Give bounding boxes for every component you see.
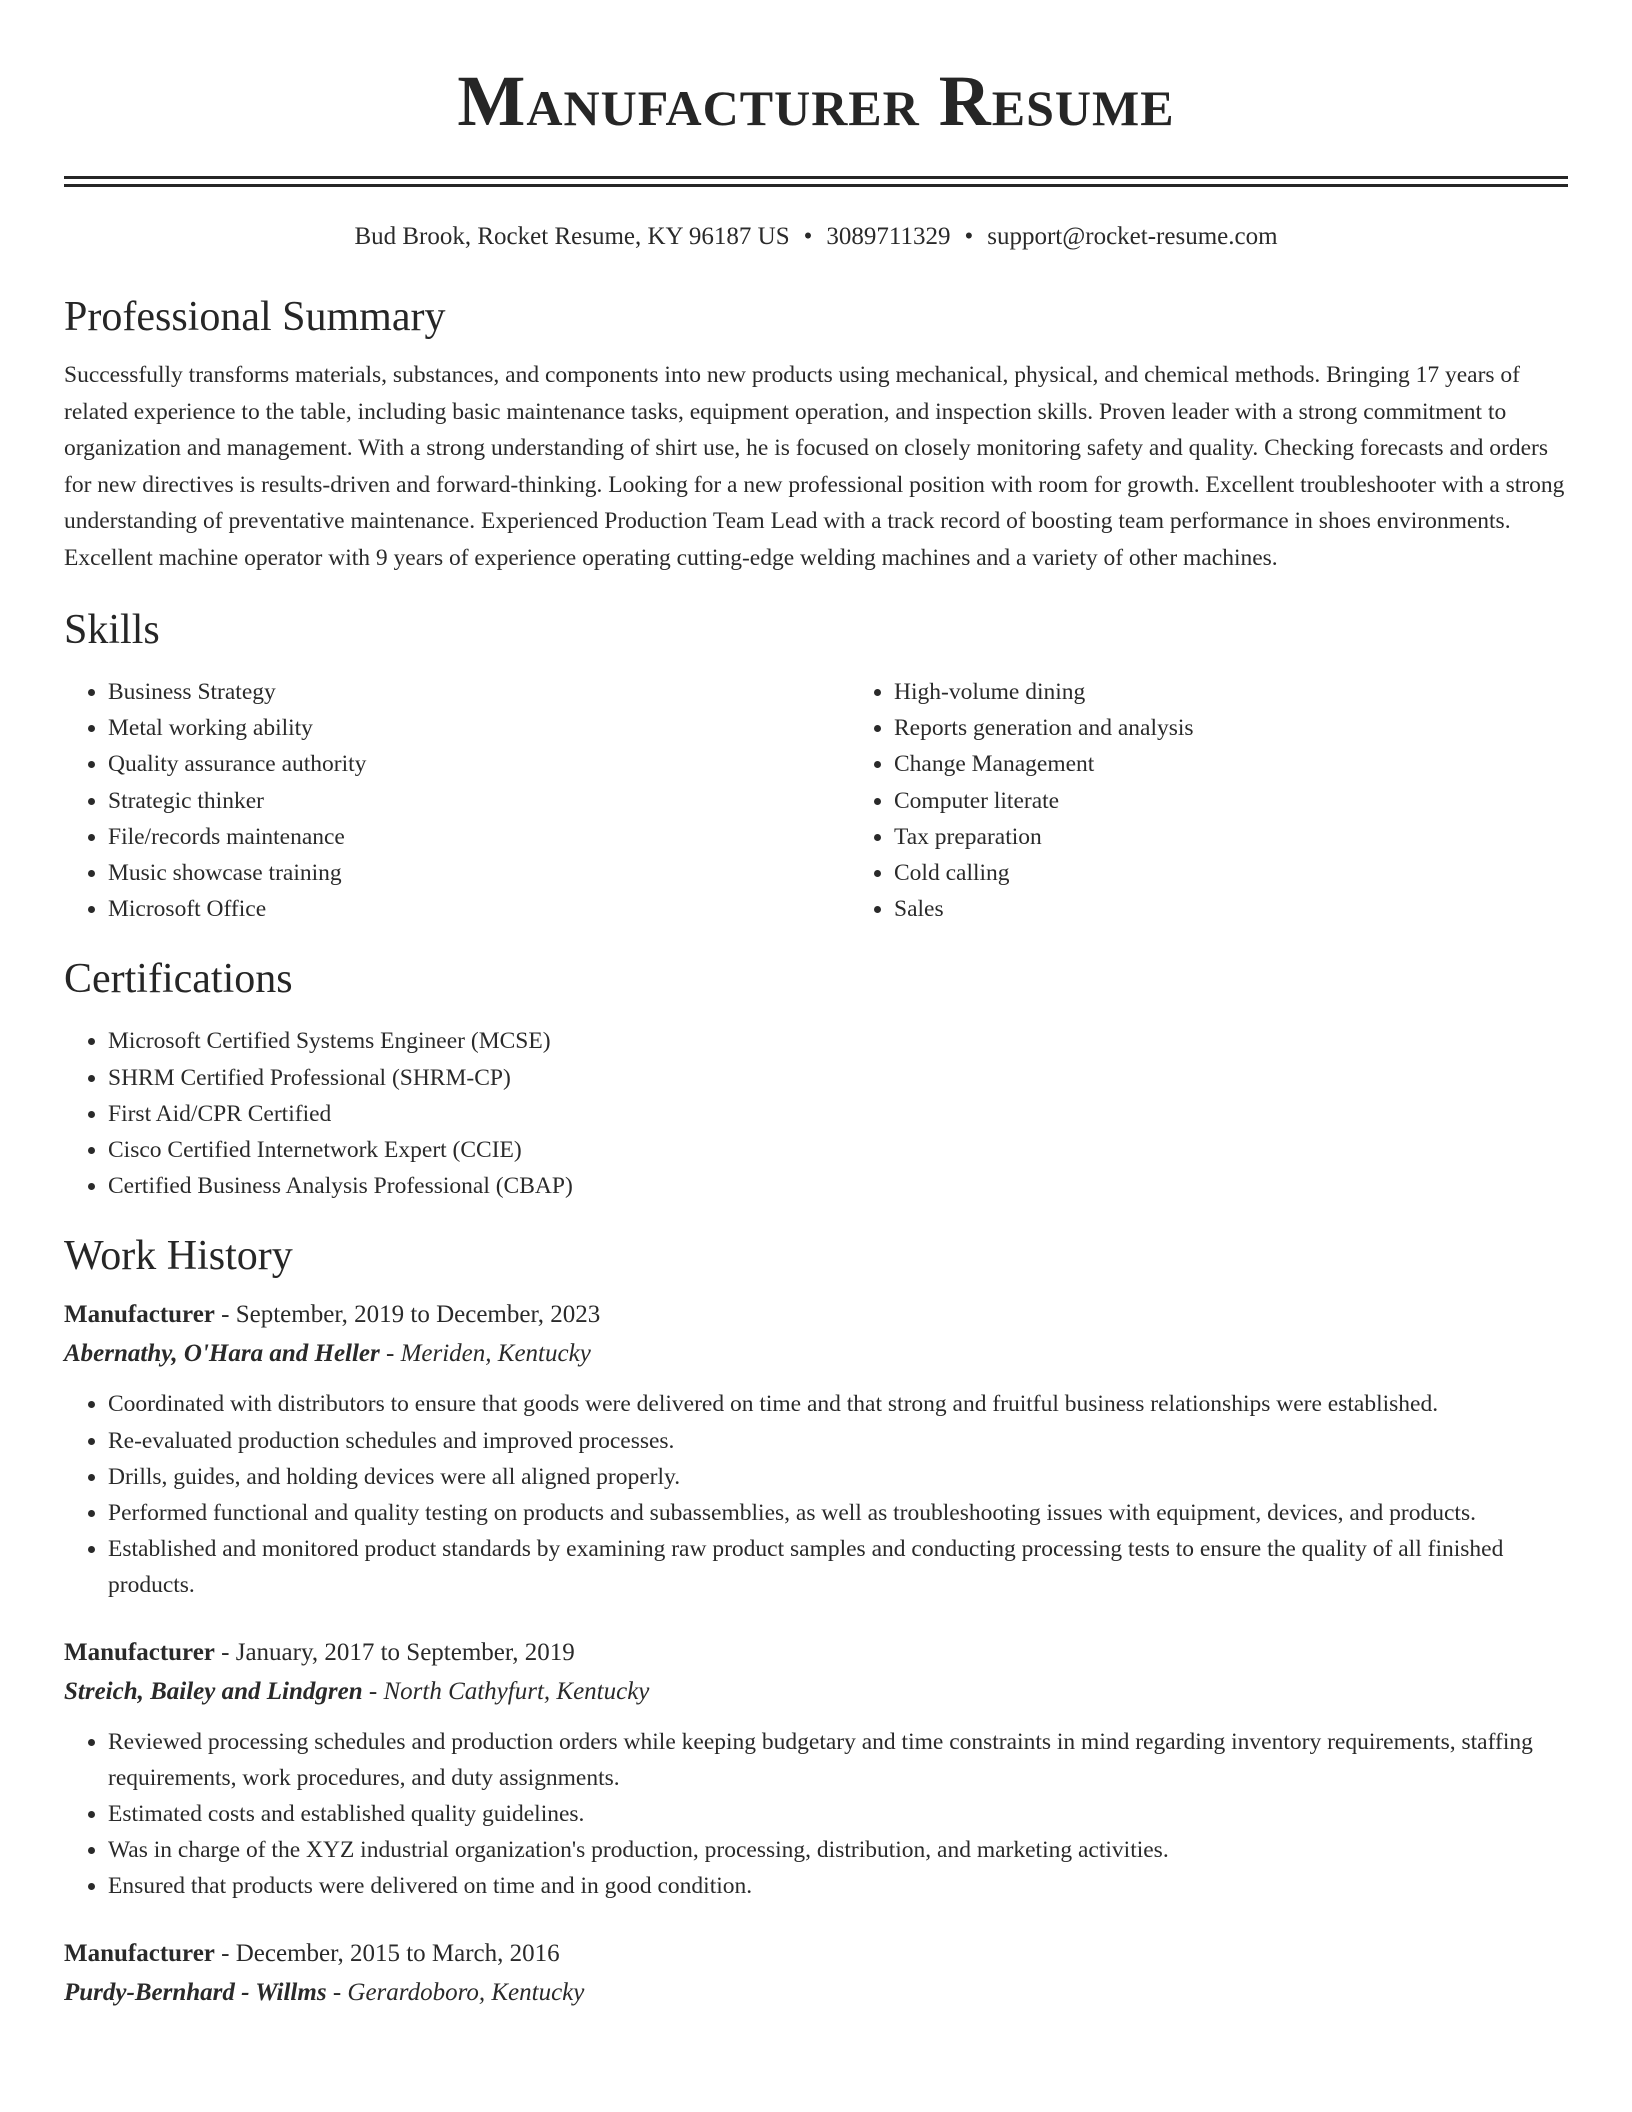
certification-item: • Certified Business Analysis Professional (CBAP): [108, 1168, 1568, 1204]
certification-item: • Cisco Certified Internetwork Expert (CCIE): [108, 1132, 1568, 1168]
job-bullet: • Ensured that products were delivered on time and in good condition.: [108, 1868, 1568, 1904]
job-bullet: • Established and monitored product standards by examining raw product samples and conducting processing tests to ensure the quality of all finished products.: [108, 1531, 1568, 1603]
job-bullet: • Was in charge of the XYZ industrial organization's production, processing, distribution, and marketing activities.: [108, 1832, 1568, 1868]
job-dates: - December, 2015 to March, 2016: [214, 1939, 560, 1967]
skill-item: • Quality assurance authority: [108, 746, 850, 782]
skill-item: • Cold calling: [894, 855, 1632, 891]
skill-item: • Business Strategy: [108, 674, 850, 710]
skill-item: • File/records maintenance: [108, 819, 850, 855]
job-entry: [64, 1935, 1568, 2013]
skill-item: • Change Management: [894, 746, 1632, 782]
title-divider: [64, 176, 1568, 187]
job-title-line: [64, 1634, 1568, 1672]
job-title: Manufacturer: [64, 1301, 215, 1329]
job-company-line: [64, 1672, 1568, 1712]
job-company: Purdy-Bernhard - Willms: [64, 1978, 327, 2006]
certification-item: • Microsoft Certified Systems Engineer (MCSE): [108, 1023, 1568, 1059]
work-history-heading: Work History: [64, 1233, 293, 1280]
skill-item: • Metal working ability: [108, 710, 850, 746]
skills-right-list: [850, 674, 1632, 927]
skill-item: • Microsoft Office: [108, 891, 850, 927]
job-bullets: [64, 1724, 1568, 1905]
job-dates: - September, 2019 to December, 2023: [214, 1301, 601, 1329]
job-company: Streich, Bailey and Lindgren: [64, 1677, 363, 1705]
skill-item: • Tax preparation: [894, 819, 1632, 855]
skill-item: • Computer literate: [894, 783, 1632, 819]
job-bullet: • Re-evaluated production schedules and improved processes.: [108, 1423, 1568, 1459]
contact-address: Bud Brook, Rocket Resume, KY 96187 US: [354, 223, 790, 250]
job-location: - Gerardoboro, Kentucky: [326, 1978, 585, 2006]
job-bullet: • Estimated costs and established quality guidelines.: [108, 1796, 1568, 1832]
certification-item: • First Aid/CPR Certified: [108, 1096, 1568, 1132]
job-dates: - January, 2017 to September, 2019: [214, 1638, 575, 1666]
job-bullet: • Performed functional and quality testing on products and subassemblies, as well as troubleshooting issues with equipment, devices, and products.: [108, 1495, 1568, 1531]
job-bullet: • Drills, guides, and holding devices were all aligned properly.: [108, 1459, 1568, 1495]
job-company: Abernathy, O'Hara and Heller: [64, 1340, 380, 1368]
job-title: Manufacturer: [64, 1939, 215, 1967]
skills-left-list: [64, 674, 850, 927]
job-title: Manufacturer: [64, 1638, 215, 1666]
contact-phone: 3089711329: [826, 223, 951, 250]
job-title-line: [64, 1296, 1568, 1334]
job-entry: [64, 1634, 1568, 1905]
summary-heading: Professional Summary: [64, 294, 446, 340]
job-entry: [64, 1296, 1568, 1603]
contact-separator: •: [964, 223, 974, 250]
certification-item: • SHRM Certified Professional (SHRM-CP): [108, 1060, 1568, 1096]
job-title-line: [64, 1935, 1568, 1973]
page-title: Manufacturer Resume: [457, 61, 1175, 141]
summary-text: Successfully transforms materials, substances, and components into new products using mechanical, physical, and chemical methods. Bringing 17 years of related experience to the table, including basic maintenance tasks, equipment operation, and inspection skills. Proven leader with a strong commitment to organization and management. With a strong understanding of shirt use, he is focused on closely monitoring safety and quality. Checking forecasts and orders for new directives is results-driven and forward-thinking. Looking for a new professional position with room for growth. Excellent troubleshooter with a strong understanding of preventative maintenance. Experienced Production Team Lead with a track record of boosting team performance in shoes environments. Excellent machine operator with 9 years of experience operating cutting-edge welding machines and a variety of other machines.: [64, 362, 1565, 571]
job-bullet: • Reviewed processing schedules and production orders while keeping budgetary and time constraints in mind regarding inventory requirements, staffing requirements, work procedures, and duty assignments.: [108, 1724, 1568, 1796]
skills-columns: [64, 674, 1568, 927]
job-location: - North Cathyfurt, Kentucky: [362, 1677, 650, 1705]
skill-item: • High-volume dining: [894, 674, 1632, 710]
job-company-line: [64, 1973, 1568, 2013]
skill-item: • Strategic thinker: [108, 783, 850, 819]
certifications-list: [64, 1023, 1568, 1204]
skill-item: • Sales: [894, 891, 1632, 927]
contact-line: [64, 221, 1568, 253]
job-bullet: • Coordinated with distributors to ensure that goods were delivered on time and that strong and fruitful business relationships were established.: [108, 1386, 1568, 1422]
skills-heading: Skills: [64, 607, 160, 653]
skill-item: • Reports generation and analysis: [894, 710, 1632, 746]
contact-separator: •: [803, 223, 813, 250]
certifications-heading: Certifications: [64, 956, 293, 1003]
job-bullets: [64, 1386, 1568, 1603]
skill-item: • Music showcase training: [108, 855, 850, 891]
job-location: - Meriden, Kentucky: [379, 1340, 591, 1368]
job-company-line: [64, 1334, 1568, 1374]
contact-email[interactable]: support@rocket-resume.com: [987, 223, 1278, 250]
